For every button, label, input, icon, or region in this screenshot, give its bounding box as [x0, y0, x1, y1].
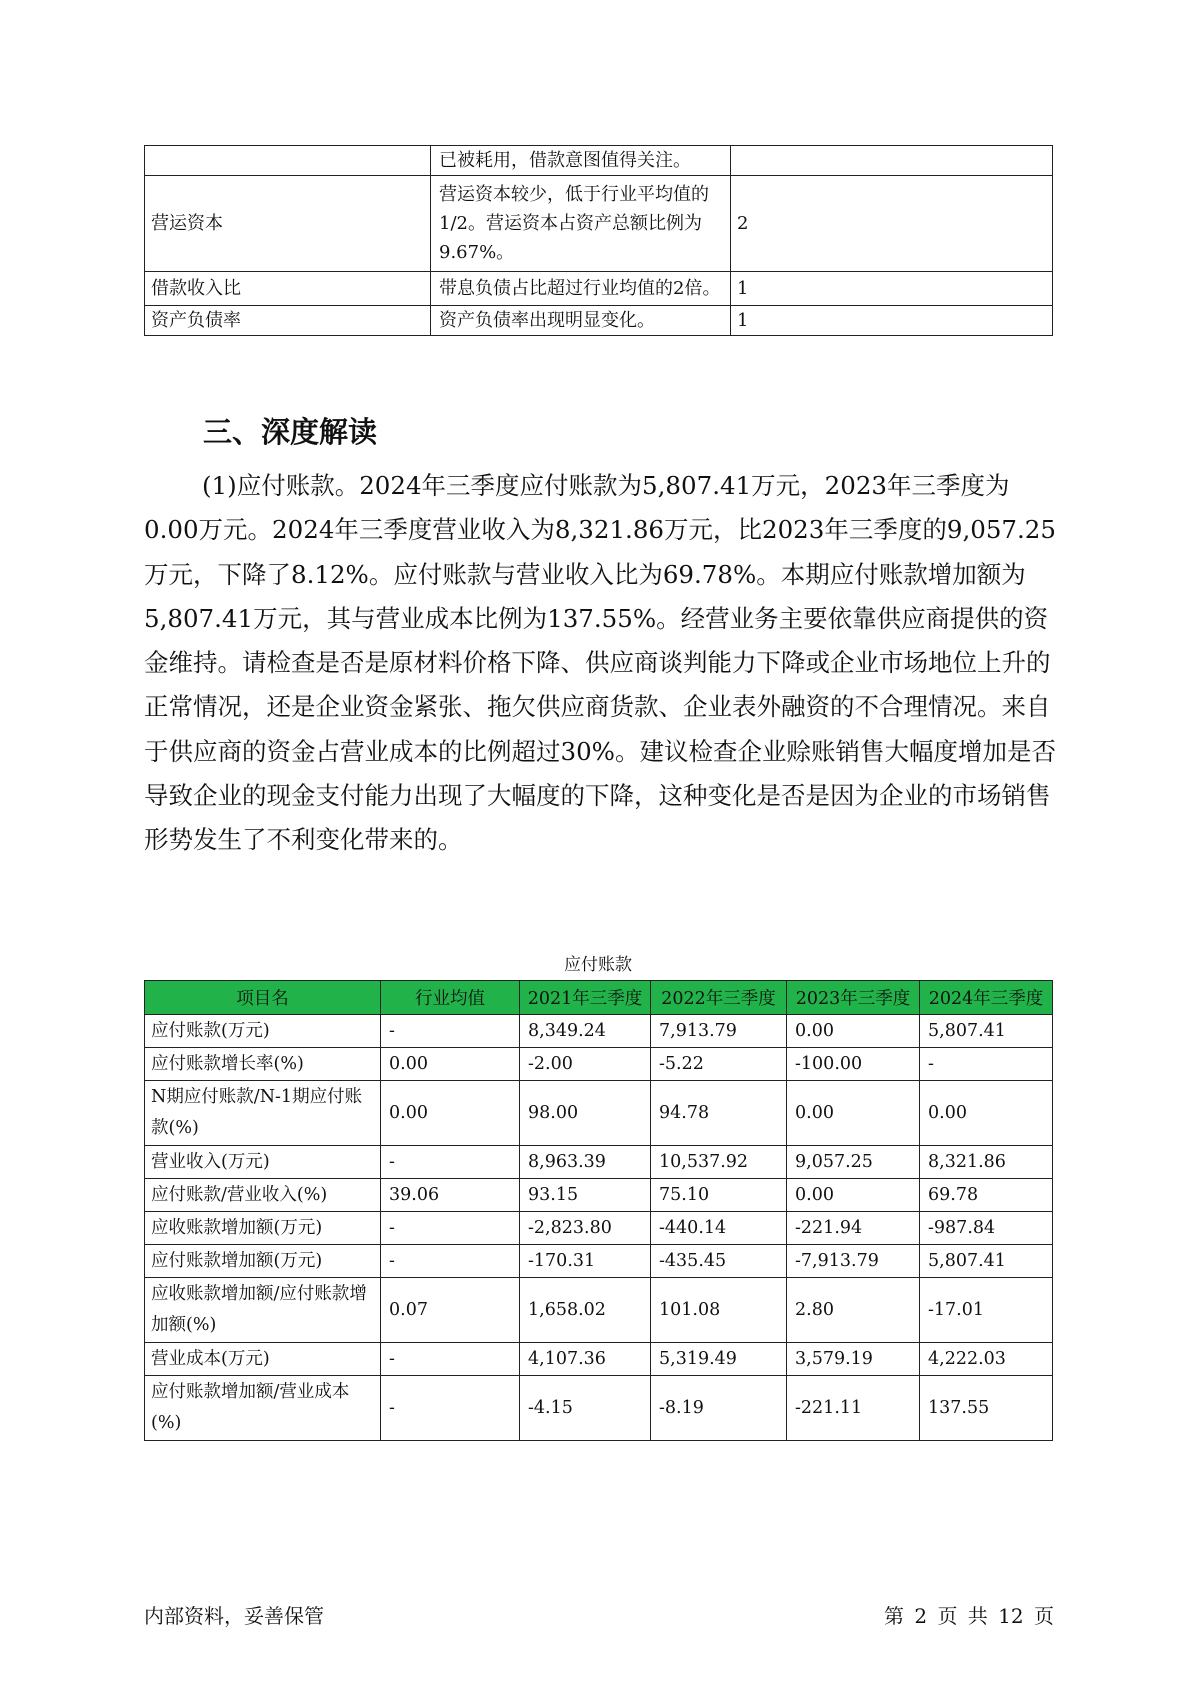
- row-label: 营业成本(万元): [145, 1343, 381, 1376]
- indicator-reason: 已被耗用，借款意图值得关注。: [431, 146, 731, 176]
- row-label: 应付账款增加额/营业成本(%): [145, 1376, 381, 1441]
- table-row: [145, 1146, 1053, 1179]
- table-cell: -170.31: [520, 1245, 651, 1278]
- indicator-name: [145, 146, 431, 176]
- table-cell: -221.94: [787, 1212, 920, 1245]
- table-cell: -2.00: [520, 1048, 651, 1081]
- footer-confidential-note: 内部资料，妥善保管: [144, 1604, 324, 1628]
- table-cell: 0.00: [787, 1179, 920, 1212]
- table-cell: 98.00: [520, 1081, 651, 1146]
- table-cell: 93.15: [520, 1179, 651, 1212]
- table-cell: -: [381, 1245, 520, 1278]
- indicator-reason: 资产负债率出现明显变化。: [431, 306, 731, 336]
- table-cell: 0.00: [381, 1081, 520, 1146]
- table-cell: 9,057.25: [787, 1146, 920, 1179]
- table-cell: -221.11: [787, 1376, 920, 1441]
- table-cell: 2.80: [787, 1278, 920, 1343]
- table-row: [145, 1343, 1053, 1376]
- table-cell: 5,319.49: [651, 1343, 787, 1376]
- analysis-paragraph: (1)应付账款。2024年三季度应付账款为5,807.41万元，2023年三季度为0.00万元。2024年三季度营业收入为8,321.86万元，比2023年三季度的9,057.25万元，下降了8.12%。应付账款与营业收入比为69.78%。本期应付账款增加额为5,807.41万元，其与营业成本比例为137.55%。经营业务主要依靠供应商提供的资金维持。请检查是否是原材料价格下降、供应商谈判能力下降或企业市场地位上升的正常情况，还是企业资金紧张、拖欠供应商货款、企业表外融资的不合理情况。来自于供应商的资金占营业成本的比例超过30%。建议检查企业赊账销售大幅度增加是否导致企业的现金支付能力出现了大幅度的下降，这种变化是否是因为企业的市场销售形势发生了不利变化带来的。: [144, 471, 1056, 855]
- table-cell: 0.07: [381, 1278, 520, 1343]
- row-label: 应收账款增加额/应付账款增加额(%): [145, 1278, 381, 1343]
- indicator-score: 1: [731, 272, 1053, 306]
- table-cell: 0.00: [381, 1048, 520, 1081]
- table-cell: 1,658.02: [520, 1278, 651, 1343]
- table-cell: -: [381, 1212, 520, 1245]
- row-label: 应付账款(万元): [145, 1015, 381, 1048]
- table-cell: -4.15: [520, 1376, 651, 1441]
- table-row: [145, 1179, 1053, 1212]
- table-cell: 137.55: [920, 1376, 1053, 1441]
- table-row: [145, 1081, 1053, 1146]
- table-cell: -: [920, 1048, 1053, 1081]
- table-cell: -: [381, 1015, 520, 1048]
- column-header: 行业均值: [381, 981, 520, 1015]
- table-cell: 94.78: [651, 1081, 787, 1146]
- indicator-score: [731, 146, 1053, 176]
- table-cell: -7,913.79: [787, 1245, 920, 1278]
- row-label: 营业收入(万元): [145, 1146, 381, 1179]
- indicator-name: 营运资本: [145, 176, 431, 272]
- table-caption: 应付账款: [564, 955, 632, 975]
- table-cell: 8,321.86: [920, 1146, 1053, 1179]
- table-cell: 10,537.92: [651, 1146, 787, 1179]
- indicator-reason: 营运资本较少，低于行业平均值的1/2。营运资本占资产总额比例为9.67%。: [431, 176, 731, 272]
- row-label: 应收账款增加额(万元): [145, 1212, 381, 1245]
- row-label: 应付账款增加额(万元): [145, 1245, 381, 1278]
- table-row: [145, 272, 1053, 306]
- table-cell: 39.06: [381, 1179, 520, 1212]
- table-cell: 4,107.36: [520, 1343, 651, 1376]
- section-heading: 三、深度解读: [203, 415, 378, 449]
- table-cell: 3,579.19: [787, 1343, 920, 1376]
- table-cell: 0.00: [787, 1015, 920, 1048]
- table-row: [145, 146, 1053, 176]
- table-cell: 5,807.41: [920, 1245, 1053, 1278]
- table-cell: 75.10: [651, 1179, 787, 1212]
- column-header: 项目名: [145, 981, 381, 1015]
- table-cell: -5.22: [651, 1048, 787, 1081]
- table-cell: 8,349.24: [520, 1015, 651, 1048]
- payables-table: [144, 980, 1053, 1441]
- table-row: [145, 1048, 1053, 1081]
- table-cell: -: [381, 1343, 520, 1376]
- row-label: 应付账款/营业收入(%): [145, 1179, 381, 1212]
- column-header: 2024年三季度: [920, 981, 1053, 1015]
- table-cell: -440.14: [651, 1212, 787, 1245]
- table-row: [145, 1212, 1053, 1245]
- indicator-name: 借款收入比: [145, 272, 431, 306]
- column-header: 2022年三季度: [651, 981, 787, 1015]
- table-cell: 69.78: [920, 1179, 1053, 1212]
- column-header: 2023年三季度: [787, 981, 920, 1015]
- table-cell: -2,823.80: [520, 1212, 651, 1245]
- column-header: 2021年三季度: [520, 981, 651, 1015]
- indicator-name: 资产负债率: [145, 306, 431, 336]
- table-cell: 5,807.41: [920, 1015, 1053, 1048]
- indicator-reason: 带息负债占比超过行业均值的2倍。: [431, 272, 731, 306]
- table-cell: 7,913.79: [651, 1015, 787, 1048]
- indicator-score: 2: [731, 176, 1053, 272]
- footer-page-number: 第 2 页 共 12 页: [884, 1604, 1054, 1628]
- table-cell: 0.00: [920, 1081, 1053, 1146]
- table-row: [145, 1376, 1053, 1441]
- table-cell: -435.45: [651, 1245, 787, 1278]
- table-cell: -100.00: [787, 1048, 920, 1081]
- table-header-row: [145, 981, 1053, 1015]
- table-cell: -17.01: [920, 1278, 1053, 1343]
- row-label: 应付账款增长率(%): [145, 1048, 381, 1081]
- table-cell: 101.08: [651, 1278, 787, 1343]
- row-label: N期应付账款/N-1期应付账款(%): [145, 1081, 381, 1146]
- table-row: [145, 1278, 1053, 1343]
- table-cell: 0.00: [787, 1081, 920, 1146]
- table-cell: -8.19: [651, 1376, 787, 1441]
- table-row: [145, 1015, 1053, 1048]
- table-row: [145, 176, 1053, 272]
- table-cell: -: [381, 1376, 520, 1441]
- table-cell: -987.84: [920, 1212, 1053, 1245]
- table-row: [145, 1245, 1053, 1278]
- indicator-table: [144, 145, 1053, 336]
- table-row: [145, 306, 1053, 336]
- indicator-score: 1: [731, 306, 1053, 336]
- table-cell: -: [381, 1146, 520, 1179]
- table-cell: 4,222.03: [920, 1343, 1053, 1376]
- table-cell: 8,963.39: [520, 1146, 651, 1179]
